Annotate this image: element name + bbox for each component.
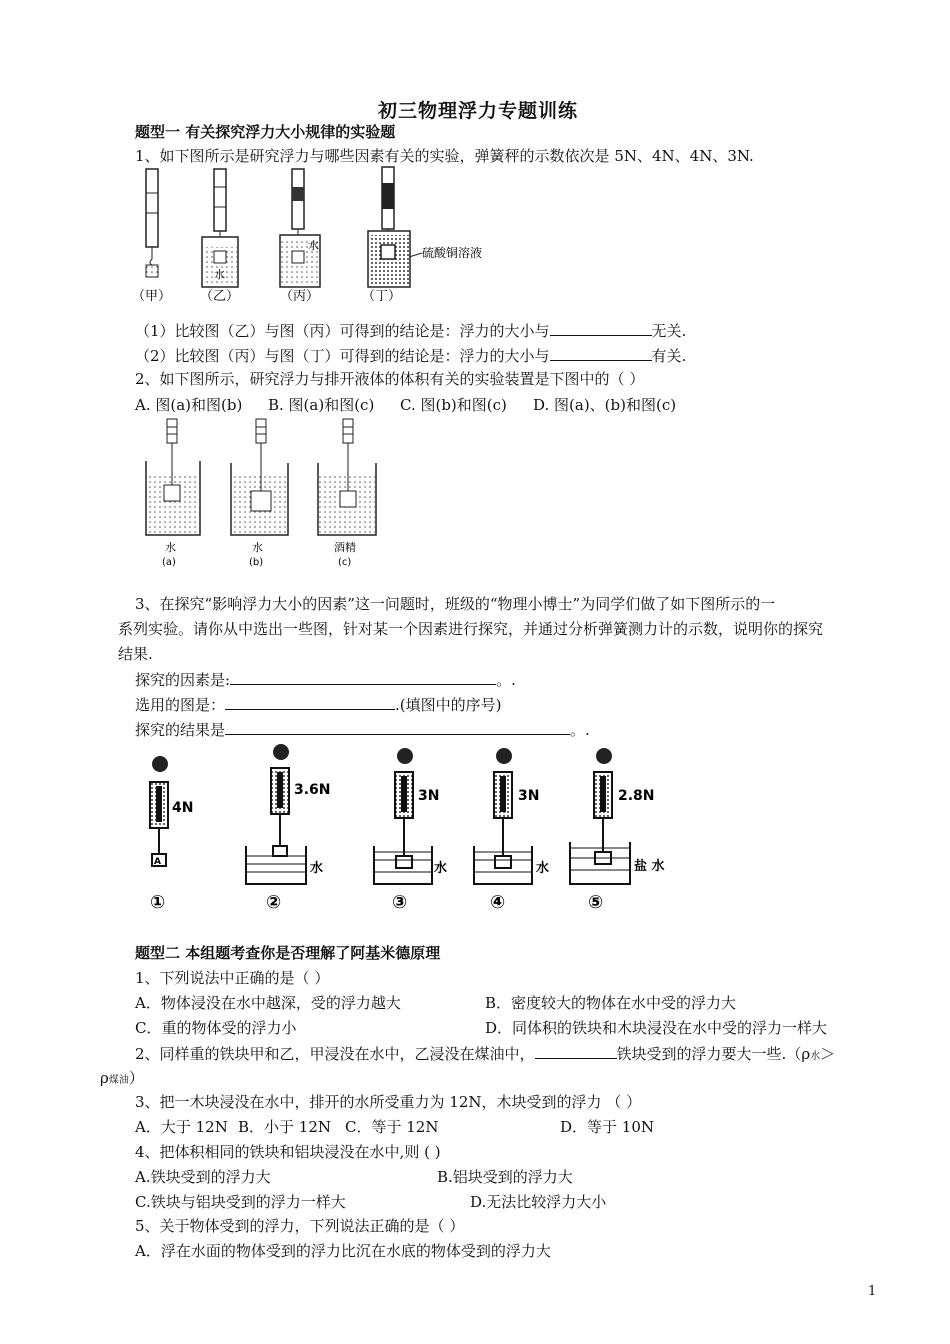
s2-q4-option-d[interactable]: D.无法比较浮力大小 xyxy=(470,1193,607,1211)
exp4-reading: 3N xyxy=(518,788,540,804)
beaker-c xyxy=(318,419,376,568)
beaker-a xyxy=(146,419,200,568)
fig-b-liquid: 水 xyxy=(252,541,263,554)
q1-sub1-end: 无关. xyxy=(651,322,687,340)
s2-q5-stem: 5、关于物体受到的浮力，下列说法正确的是（ ） xyxy=(135,1217,465,1235)
experiment-3 xyxy=(374,748,447,884)
figure-q1-spring-scales xyxy=(130,165,510,307)
exp1-block: A xyxy=(154,857,161,867)
exp3-liquid: 水 xyxy=(434,861,448,876)
fig-label-jia: （甲） xyxy=(132,289,172,304)
scale-jia xyxy=(146,169,158,277)
s2-q1-option-b[interactable]: B．密度较大的物体在水中受的浮力大 xyxy=(485,994,737,1012)
s2-q2-sub-oil: 煤油 xyxy=(108,1075,129,1086)
s2-q2-stem-cont xyxy=(100,1068,144,1091)
page-title: 初三物理浮力专题训练 xyxy=(378,100,579,122)
s2-q4-option-a[interactable]: A.铁块受到的浮力大 xyxy=(135,1168,271,1186)
q3-fill1-blank[interactable] xyxy=(230,669,496,685)
fig-label-ding: （丁） xyxy=(362,289,402,304)
exp2-number: ② xyxy=(266,892,282,913)
fig-c-tag: (c) xyxy=(338,557,352,568)
exp5-reading: 2.8N xyxy=(618,788,655,804)
fig-label-yi: （乙） xyxy=(200,289,240,304)
section1-heading: 题型一 有关探究浮力大小规律的实验题 xyxy=(135,123,396,141)
exp3-number: ③ xyxy=(392,892,408,913)
s2-q2-close: ） xyxy=(128,1069,144,1087)
s2-q4-option-c[interactable]: C.铁块与铝块受到的浮力一样大 xyxy=(135,1193,346,1211)
scale-bing xyxy=(280,169,320,287)
q3-fill1-end: 。. xyxy=(496,671,516,689)
figure-q3-experiments xyxy=(138,742,698,914)
s2-q5-option-a[interactable]: A．浮在水面的物体受到的浮力比沉在水底的物体受到的浮力大 xyxy=(135,1242,551,1260)
fig-a-liquid: 水 xyxy=(165,541,176,554)
scale-yi xyxy=(202,169,238,287)
exp5-liquid: 盐 水 xyxy=(634,859,665,874)
q2-option-a[interactable]: A. 图(a)和图(b) xyxy=(135,396,243,414)
q1-sub1 xyxy=(135,320,686,341)
fig-label-bing: （丙） xyxy=(280,289,320,304)
s2-q1-option-c[interactable]: C．重的物体受的浮力小 xyxy=(135,1019,297,1037)
s2-q3-option-c[interactable]: C．等于 12N xyxy=(345,1118,439,1136)
s2-q4-stem: 4、把体积相同的铁块和铝块浸没在水中,则 ( ) xyxy=(135,1143,441,1161)
exp3-reading: 3N xyxy=(418,788,440,804)
q3-stem-line1: 3、在探究“影响浮力大小的因素”这一问题时，班级的“物理小博士”为同学们做了如下图所示的一 xyxy=(135,595,776,613)
q2-option-b[interactable]: B. 图(a)和图(c) xyxy=(268,396,375,414)
exp1-reading: 4N xyxy=(172,800,194,816)
s2-q2-rho: ρ xyxy=(100,1069,109,1087)
q2-option-d[interactable]: D. 图(a)、(b)和图(c) xyxy=(533,396,677,414)
s2-q2-sub-water: 水 xyxy=(810,1051,821,1062)
experiment-5 xyxy=(570,748,665,884)
q3-stem-line2: 系列实验。请你从中选出一些图，针对某一个因素进行探究，并通过分析弹簧测力计的示数，说明你的探究 xyxy=(118,620,824,638)
exp2-liquid: 水 xyxy=(310,861,324,876)
s2-q3-option-a[interactable]: A．大于 12N xyxy=(135,1118,228,1136)
exp4-number: ④ xyxy=(490,892,506,913)
q3-fill1-label: 探究的因素是: xyxy=(135,671,231,689)
fig-bing-water-label: 水 xyxy=(308,239,319,252)
s2-q1-stem: 1、下列说法中正确的是（ ） xyxy=(135,969,330,987)
q3-fill2-end: .(填图中的序号) xyxy=(395,696,502,714)
page-number: 1 xyxy=(868,1284,877,1299)
s2-q2-gt: ＞ xyxy=(820,1045,836,1063)
fig-yi-water-label: 水 xyxy=(214,268,225,281)
q2-option-c[interactable]: C. 图(b)和图(c) xyxy=(400,396,507,414)
s2-q1-option-a[interactable]: A．物体浸没在水中越深，受的浮力越大 xyxy=(135,994,401,1012)
q3-fill2 xyxy=(135,694,502,715)
figure-q2-beakers xyxy=(138,415,388,575)
scale-ding xyxy=(368,167,482,287)
q3-fill2-blank[interactable] xyxy=(225,694,395,710)
s2-q2-text-b: 铁块受到的浮力要大一些.（ρ xyxy=(616,1045,811,1063)
experiment-1 xyxy=(150,756,193,867)
exp1-number: ① xyxy=(150,892,166,913)
section2-heading: 题型二 本组题考查你是否理解了阿基米德原理 xyxy=(135,944,441,962)
fig-ding-solution-label: 硫酸铜溶液 xyxy=(422,246,483,260)
s2-q3-option-d[interactable]: D．等于 10N xyxy=(560,1118,655,1136)
s2-q2-blank[interactable] xyxy=(535,1043,617,1059)
q2-stem: 2、如下图所示，研究浮力与排开液体的体积有关的实验装置是下图中的（ ） xyxy=(135,370,645,388)
fig-b-tag: (b) xyxy=(249,557,264,568)
fig-c-liquid: 酒精 xyxy=(334,541,356,554)
s2-q3-option-b[interactable]: B．小于 12N xyxy=(238,1118,332,1136)
q1-sub2-text: （2）比较图（丙）与图（丁）可得到的结论是：浮力的大小与 xyxy=(135,347,550,365)
s2-q2-text-a: 2、同样重的铁块甲和乙，甲浸没在水中，乙浸没在煤油中， xyxy=(135,1045,535,1063)
experiment-4 xyxy=(474,748,549,884)
q1-sub1-text: （1）比较图（乙）与图（丙）可得到的结论是：浮力的大小与 xyxy=(135,322,550,340)
q3-fill2-label: 选用的图是： xyxy=(135,696,226,714)
q3-fill3-end: 。. xyxy=(570,721,590,739)
beaker-b xyxy=(231,419,288,568)
q1-sub1-blank[interactable] xyxy=(550,320,652,336)
q1-stem: 1、如下图所示是研究浮力与哪些因素有关的实验，弹簧秤的示数依次是 5N、4N、4N、3N. xyxy=(135,147,754,165)
fig-a-tag: (a) xyxy=(162,557,176,568)
q3-stem-line3: 结果. xyxy=(118,645,153,663)
q1-sub2-end: 有关. xyxy=(651,347,687,365)
q3-fill1 xyxy=(135,669,516,690)
exp4-liquid: 水 xyxy=(536,861,550,876)
q3-fill3-label: 探究的结果是 xyxy=(135,721,226,739)
q3-fill3 xyxy=(135,719,590,740)
s2-q4-option-b[interactable]: B.铝块受到的浮力大 xyxy=(437,1168,573,1186)
q3-fill3-blank[interactable] xyxy=(225,719,570,735)
q1-sub2 xyxy=(135,345,686,366)
exp2-reading: 3.6N xyxy=(294,782,331,798)
s2-q2-stem xyxy=(135,1043,835,1067)
q1-sub2-blank[interactable] xyxy=(550,345,652,361)
experiment-2 xyxy=(246,744,331,884)
s2-q3-stem: 3、把一木块浸没在水中，排开的水所受重力为 12N，木块受到的浮力 （ ） xyxy=(135,1093,642,1111)
s2-q1-option-d[interactable]: D．同体积的铁块和木块浸没在水中受的浮力一样大 xyxy=(485,1019,828,1037)
exp5-number: ⑤ xyxy=(588,892,604,913)
